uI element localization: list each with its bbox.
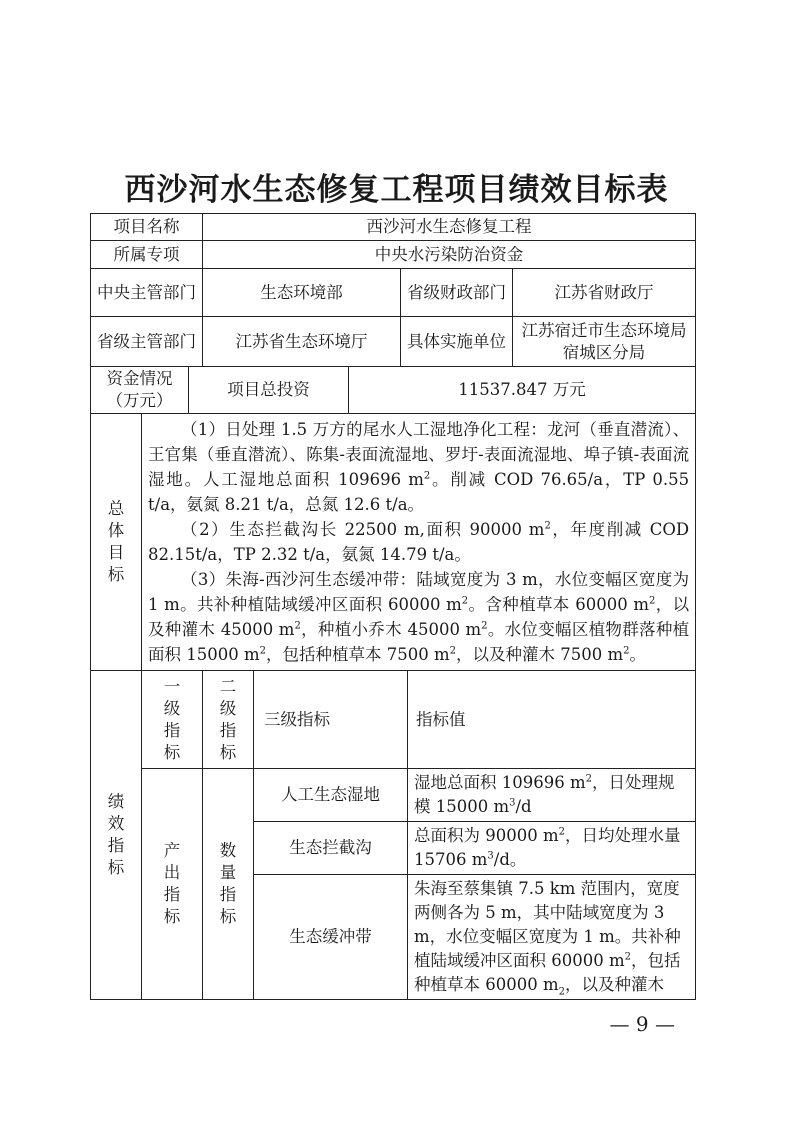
impl-unit-label: 具体实施单位 (401, 317, 513, 367)
performance-target-table (90, 213, 696, 1000)
special-label: 所属专项 (91, 241, 203, 269)
project-name-label: 项目名称 (91, 214, 203, 241)
total-invest-value: 11537.847 万元 (349, 367, 696, 414)
special-value: 中央水污染防治资金 (203, 241, 696, 269)
prov-dept-value: 江苏省生态环境厅 (203, 317, 401, 367)
perf-indicator-label: 绩效指标 (91, 671, 142, 1000)
buffer-value: 朱海至蔡集镇 7.5 km 范围内，宽度两侧各为 5 m，其中陆域宽度为 3 m，水位变幅区宽度为 1 m。共补种植陆域缓冲区面积 60000 $m^2$，包括种植草本 60000 $m_2$，以及种灌木 (408, 875, 696, 1000)
level1-header: 一级指标 (142, 671, 203, 769)
page-title: 西沙河水生态修复工程项目绩效目标表 (124, 172, 669, 208)
quantity-indicator-label: 数量指标 (203, 769, 254, 1000)
ditch-value: 总面积为 90000 $m^2$，日均处理水量 15706 $m^3/d$。 (408, 822, 696, 875)
project-name-value: 西沙河水生态修复工程 (203, 214, 696, 241)
level3-header: 三级指标 (254, 671, 408, 769)
overall-goal-text: （1）日处理 1.5 万方的尾水人工湿地净化工程：龙河（垂直潜流）、王官集（垂直潜流）、陈集-表面流湿地、罗圩-表面流湿地、埠子镇-表面流湿地。人工湿地总面积 109696 $m^2$。削减 COD 76.65/a，TP 0.55 t/a，氨氮 8.21 t/a，总氮 12.6 t/a。 （2）生态拦截沟长 22500 m,面积 90000 $m^2$，年度削减 COD 82.15t/a，TP 2.32 t/a，氨氮 14.79 t/a。 （3）朱海-西沙河生态缓冲带：陆域宽度为 3 m，水位变幅区宽度为 1 m。共补种植陆域缓冲区面积 60000 $m^2$。含种植草本 60000 $m^2$，以及种灌木 45000 $m^2$，种植小乔木 45000 $m^2$。水位变幅区植物群落种植面积 15000 $m^2$，包括种植草本 7500 $m^2$，以及种灌木 7500 $m^2$。 (142, 414, 696, 671)
prov-dept-label: 省级主管部门 (91, 317, 203, 367)
wetland-value: 湿地总面积 109696 $m^2$，日处理规模 15000 $m^3/d$ (408, 769, 696, 822)
prov-finance-label: 省级财政部门 (401, 269, 513, 317)
output-indicator-label: 产出指标 (142, 769, 203, 1000)
buffer-label: 生态缓冲带 (254, 875, 408, 1000)
wetland-label: 人工生态湿地 (254, 769, 408, 822)
level2-header: 二级指标 (203, 671, 254, 769)
ditch-label: 生态拦截沟 (254, 822, 408, 875)
central-dept-label: 中央主管部门 (91, 269, 203, 317)
value-header: 指标值 (408, 671, 696, 769)
overall-goal-label: 总体目标 (91, 414, 142, 671)
prov-finance-value: 江苏省财政厅 (513, 269, 696, 317)
funding-label: 资金情况（万元） (91, 367, 189, 414)
impl-unit-value: 江苏宿迁市生态环境局宿城区分局 (513, 317, 696, 367)
total-invest-label: 项目总投资 (189, 367, 349, 414)
central-dept-value: 生态环境部 (203, 269, 401, 317)
page-number: — 9 — (609, 1012, 675, 1036)
